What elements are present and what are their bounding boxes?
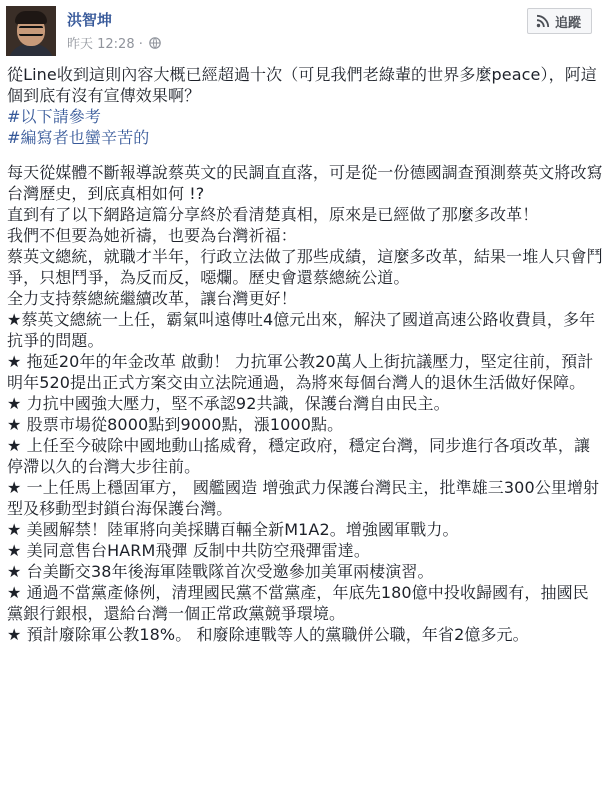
achievement-item: ★ 美國解禁！陸軍將向美採購百輛全新M1A2。增強國軍戰力。 [7, 520, 459, 539]
intro-text: 從Line收到這則內容大概已經超過十次（可見我們老綠輩的世界多麼peace），阿這個到底有沒有宣傳效果啊？ [7, 65, 597, 105]
body-paragraph: 我們不但要為她祈禱，也要為台灣祈福： [7, 226, 297, 245]
hashtag-link[interactable]: #以下請參考 [7, 107, 102, 126]
follow-label: 追蹤 [554, 15, 581, 31]
achievement-item: ★ 通過不當黨產條例，清理國民黨不當黨產，年底先180億中投收歸國有，抽國民黨銀行銀根，還給台灣一個正常政黨競爭環境。 [7, 583, 589, 623]
achievement-item: ★ 一上任馬上穩固軍方， 國艦國造 增強武力保護台灣民主，批準雄三300公里增射型及移動型封鎖台海保護台灣。 [7, 478, 600, 518]
author-name[interactable]: 洪智坤 [67, 11, 113, 29]
post-body [7, 64, 603, 645]
body-paragraph: 全力支持蔡總統繼續改革，讓台灣更好！ [7, 289, 297, 308]
follow-button[interactable] [527, 8, 592, 34]
body-paragraph: 直到有了以下網路這篇分享終於看清楚真相，原來是已經做了那麼多改革！ [7, 205, 539, 224]
timestamp-text: 昨天 12:28 · [67, 37, 143, 52]
avatar[interactable] [6, 6, 56, 56]
achievement-item: ★ 股票市場從8000點到9000點，漲1000點。 [7, 415, 344, 434]
achievement-item: ★蔡英文總統一上任，霸氣叫遠傳吐4億元出來，解決了國道高速公路收費員，多年抗爭的問題。 [7, 310, 596, 350]
achievement-item: ★ 拖延20年的年金改革 啟動！ 力抗軍公教20萬人上街抗議壓力，堅定往前，預計明年520提出正式方案交由立法院通過，為將來每個台灣人的退休生活做好保障。 [7, 352, 594, 392]
achievement-item: ★ 美同意售台HARM飛彈 反制中共防空飛彈雷達。 [7, 541, 370, 560]
achievement-item: ★ 台美斷交38年後海軍陸戰隊首次受邀參加美軍兩棲演習。 [7, 562, 434, 581]
body-paragraph: 蔡英文總統，就職才半年，行政立法做了那些成績，這麼多改革，結果一堆人只會鬥爭，只想鬥爭，為反而反，噁爛。歷史會還蔡總統公道。 [7, 247, 603, 287]
post-timestamp[interactable] [67, 33, 161, 52]
achievement-item: ★ 上任至今破除中國地動山搖威脅，穩定政府，穩定台灣，同步進行各項改革，讓停滯以久的台灣大步往前。 [7, 436, 591, 476]
achievement-item: ★ 預計廢除軍公教18%。 和廢除連戰等人的黨職併公職，年省2億多元。 [7, 625, 529, 644]
globe-icon [149, 37, 161, 49]
achievement-item: ★ 力抗中國強大壓力，堅不承認92共識，保護台灣自由民主。 [7, 394, 450, 413]
shared-content [7, 162, 603, 645]
rss-icon [536, 14, 550, 28]
body-paragraph: 每天從媒體不斷報導說蔡英文的民調直直落，可是從一份德國調查預測蔡英文將改寫台灣歷史，到底真相如何 !? [7, 163, 603, 203]
post-header [6, 6, 602, 58]
hashtag-link[interactable]: #編寫者也蠻辛苦的 [7, 128, 150, 147]
